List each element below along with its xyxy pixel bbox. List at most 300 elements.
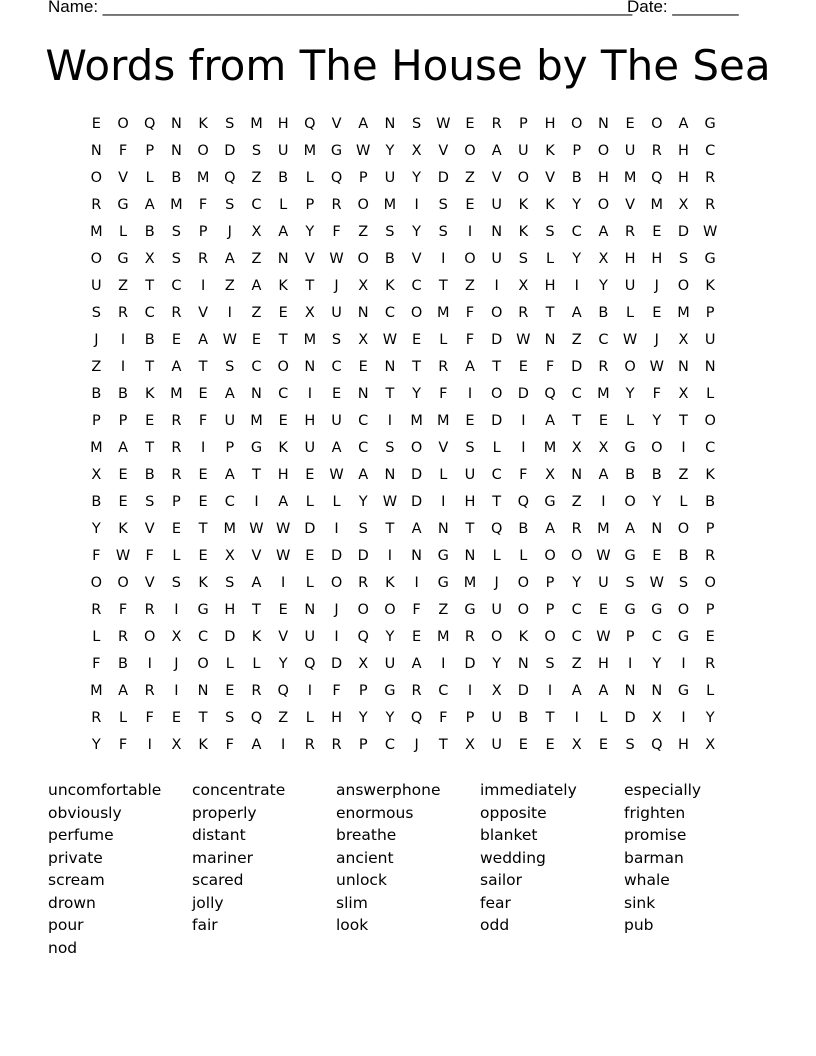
grid-cell[interactable]: E xyxy=(198,548,208,564)
grid-cell[interactable]: S xyxy=(145,494,155,510)
grid-cell[interactable]: L xyxy=(252,656,261,672)
grid-cell[interactable]: X xyxy=(705,737,716,753)
grid-cell[interactable]: X xyxy=(411,143,422,159)
grid-cell[interactable]: K xyxy=(144,386,155,402)
grid-cell[interactable]: I xyxy=(627,656,633,672)
grid-cell[interactable]: E xyxy=(171,521,181,537)
grid-cell[interactable]: F xyxy=(439,710,448,726)
grid-cell[interactable]: E xyxy=(331,386,342,402)
grid-cell[interactable]: E xyxy=(198,494,208,510)
grid-cell[interactable]: O xyxy=(624,359,636,375)
grid-cell[interactable]: C xyxy=(705,440,716,456)
grid-cell[interactable]: N xyxy=(197,683,209,699)
grid-cell[interactable]: X xyxy=(171,629,182,645)
grid-cell[interactable]: Y xyxy=(385,143,395,159)
grid-cell[interactable]: U xyxy=(464,467,476,483)
grid-cell[interactable]: R xyxy=(198,251,209,267)
grid-cell[interactable]: N xyxy=(384,359,396,375)
grid-cell[interactable]: O xyxy=(704,413,716,429)
grid-cell[interactable]: T xyxy=(305,278,315,294)
grid-cell[interactable]: M xyxy=(543,440,557,456)
grid-cell[interactable]: S xyxy=(171,251,182,267)
grid-cell[interactable]: J xyxy=(94,332,99,348)
grid-cell[interactable]: Y xyxy=(412,386,422,402)
grid-cell[interactable]: O xyxy=(357,197,369,213)
grid-cell[interactable]: O xyxy=(117,575,129,591)
grid-cell[interactable]: I xyxy=(147,737,152,753)
grid-cell[interactable]: O xyxy=(490,305,503,321)
grid-cell[interactable]: Q xyxy=(330,170,343,186)
grid-cell[interactable]: B xyxy=(518,710,529,726)
grid-cell[interactable]: T xyxy=(385,521,395,537)
grid-cell[interactable]: U xyxy=(704,332,716,348)
grid-cell[interactable]: O xyxy=(144,629,156,645)
grid-cell[interactable]: W xyxy=(622,332,638,348)
grid-cell[interactable]: C xyxy=(358,413,369,429)
grid-cell[interactable]: H xyxy=(678,737,689,753)
grid-cell[interactable]: M xyxy=(410,413,423,429)
grid-cell[interactable]: C xyxy=(598,332,609,348)
grid-cell[interactable]: M xyxy=(437,413,450,429)
grid-cell[interactable]: O xyxy=(490,629,503,645)
grid-cell[interactable]: G xyxy=(704,116,716,132)
grid-cell[interactable]: V xyxy=(625,197,636,213)
grid-cell[interactable]: C xyxy=(411,278,422,294)
grid-cell[interactable]: F xyxy=(332,224,341,240)
grid-cell[interactable]: A xyxy=(598,224,609,240)
grid-cell[interactable]: B xyxy=(705,494,716,510)
grid-cell[interactable]: H xyxy=(651,251,663,267)
grid-cell[interactable]: I xyxy=(254,494,259,510)
grid-cell[interactable]: X xyxy=(465,737,475,753)
grid-cell[interactable]: A xyxy=(224,251,235,267)
grid-cell[interactable]: K xyxy=(518,197,529,213)
grid-cell[interactable]: U xyxy=(491,197,502,213)
grid-cell[interactable]: N xyxy=(357,386,369,402)
grid-cell[interactable]: E xyxy=(465,413,475,429)
grid-cell[interactable]: E xyxy=(91,116,101,132)
grid-cell[interactable]: T xyxy=(252,602,261,618)
grid-cell[interactable]: P xyxy=(225,440,235,456)
grid-cell[interactable]: L xyxy=(706,683,715,699)
grid-cell[interactable]: Y xyxy=(91,521,101,537)
grid-cell[interactable]: C xyxy=(384,737,395,753)
grid-cell[interactable]: I xyxy=(281,737,286,753)
grid-cell[interactable]: K xyxy=(278,440,288,456)
grid-cell[interactable]: J xyxy=(414,737,419,753)
grid-cell[interactable]: X xyxy=(651,710,662,726)
grid-cell[interactable]: E xyxy=(598,602,608,618)
grid-cell[interactable]: H xyxy=(331,710,342,726)
grid-cell[interactable]: G xyxy=(330,143,343,159)
grid-cell[interactable]: M xyxy=(170,197,183,213)
grid-cell[interactable]: A xyxy=(198,332,209,348)
grid-cell[interactable]: M xyxy=(597,521,610,537)
grid-cell[interactable]: O xyxy=(517,602,530,618)
grid-cell[interactable]: X xyxy=(491,683,502,699)
grid-cell[interactable]: R xyxy=(117,305,129,321)
grid-cell[interactable]: E xyxy=(198,467,208,483)
grid-cell[interactable]: P xyxy=(358,683,368,699)
grid-cell[interactable]: Z xyxy=(91,359,102,375)
grid-cell[interactable]: F xyxy=(92,548,101,564)
grid-cell[interactable]: N xyxy=(651,683,663,699)
grid-cell[interactable]: E xyxy=(518,737,528,753)
grid-cell[interactable]: T xyxy=(198,710,208,726)
grid-cell[interactable]: N xyxy=(170,116,182,132)
grid-cell[interactable]: I xyxy=(147,656,152,672)
grid-cell[interactable]: L xyxy=(225,656,234,672)
grid-cell[interactable]: E xyxy=(225,683,235,699)
grid-cell[interactable]: X xyxy=(678,197,689,213)
grid-cell[interactable]: K xyxy=(385,575,395,591)
grid-cell[interactable]: G xyxy=(197,602,209,618)
grid-cell[interactable]: S xyxy=(385,440,395,456)
grid-cell[interactable]: X xyxy=(251,224,262,240)
grid-cell[interactable]: O xyxy=(410,440,423,456)
grid-cell[interactable]: G xyxy=(437,548,449,564)
name-field[interactable]: Name: ________________________________________________________ xyxy=(48,0,633,16)
grid-cell[interactable]: H xyxy=(678,143,689,159)
grid-cell[interactable]: V xyxy=(438,143,449,159)
grid-cell[interactable]: D xyxy=(491,413,503,429)
grid-cell[interactable]: A xyxy=(278,224,289,240)
grid-cell[interactable]: S xyxy=(465,440,475,456)
grid-cell[interactable]: O xyxy=(117,116,129,132)
grid-cell[interactable]: R xyxy=(171,467,182,483)
grid-cell[interactable]: N xyxy=(384,467,396,483)
grid-cell[interactable]: W xyxy=(516,332,531,348)
grid-cell[interactable]: W xyxy=(596,548,611,564)
grid-cell[interactable]: E xyxy=(278,602,288,618)
grid-cell[interactable]: E xyxy=(652,224,662,240)
grid-cell[interactable]: R xyxy=(144,683,155,699)
grid-cell[interactable]: U xyxy=(624,278,636,294)
grid-cell[interactable]: N xyxy=(651,521,663,537)
grid-cell[interactable]: E xyxy=(412,629,422,645)
grid-cell[interactable]: I xyxy=(467,683,473,699)
grid-cell[interactable]: C xyxy=(358,440,369,456)
grid-cell[interactable]: U xyxy=(491,251,502,267)
grid-cell[interactable]: D xyxy=(517,683,529,699)
grid-cell[interactable]: P xyxy=(572,143,582,159)
grid-cell[interactable]: A xyxy=(491,143,502,159)
grid-cell[interactable]: O xyxy=(517,575,530,591)
grid-cell[interactable]: I xyxy=(334,629,339,645)
grid-cell[interactable]: P xyxy=(518,116,528,132)
grid-cell[interactable]: K xyxy=(518,629,529,645)
grid-cell[interactable]: I xyxy=(307,683,312,699)
grid-cell[interactable]: L xyxy=(626,413,635,429)
grid-cell[interactable]: O xyxy=(677,521,690,537)
grid-cell[interactable]: R xyxy=(464,629,475,645)
grid-cell[interactable]: T xyxy=(545,305,555,321)
grid-cell[interactable]: W xyxy=(275,548,291,564)
grid-cell[interactable]: Q xyxy=(651,737,663,753)
grid-cell[interactable]: G xyxy=(704,251,716,267)
grid-cell[interactable]: H xyxy=(678,170,689,186)
grid-cell[interactable]: O xyxy=(544,548,556,564)
grid-cell[interactable]: Z xyxy=(251,251,262,267)
grid-cell[interactable]: V xyxy=(491,170,502,186)
grid-cell[interactable]: C xyxy=(224,494,235,510)
grid-cell[interactable]: U xyxy=(304,440,316,456)
grid-cell[interactable]: Z xyxy=(571,332,582,348)
grid-cell[interactable]: M xyxy=(90,440,103,456)
grid-cell[interactable]: W xyxy=(436,116,451,132)
grid-cell[interactable]: H xyxy=(277,467,289,483)
grid-cell[interactable]: V xyxy=(198,305,209,321)
grid-cell[interactable]: M xyxy=(303,332,317,348)
grid-cell[interactable]: L xyxy=(305,710,314,726)
grid-cell[interactable]: P xyxy=(465,710,475,726)
grid-cell[interactable]: R xyxy=(171,413,182,429)
grid-cell[interactable]: Q xyxy=(144,116,156,132)
grid-cell[interactable]: O xyxy=(651,116,663,132)
grid-cell[interactable]: M xyxy=(437,629,450,645)
grid-cell[interactable]: E xyxy=(545,737,555,753)
grid-cell[interactable]: G xyxy=(677,683,690,699)
grid-cell[interactable]: P xyxy=(172,494,181,510)
grid-cell[interactable]: V xyxy=(411,251,422,267)
grid-cell[interactable]: S xyxy=(545,656,555,672)
grid-cell[interactable]: F xyxy=(145,710,154,726)
grid-cell[interactable]: S xyxy=(518,251,528,267)
grid-cell[interactable]: C xyxy=(251,359,262,375)
grid-cell[interactable]: I xyxy=(467,224,473,240)
grid-cell[interactable]: V xyxy=(545,170,555,186)
grid-cell[interactable]: B xyxy=(171,170,182,186)
grid-cell[interactable]: R xyxy=(651,143,662,159)
grid-cell[interactable]: L xyxy=(492,548,501,564)
grid-cell[interactable]: K xyxy=(705,278,715,294)
grid-cell[interactable]: E xyxy=(171,710,181,726)
grid-cell[interactable]: N xyxy=(384,116,396,132)
grid-cell[interactable]: I xyxy=(414,575,419,591)
grid-cell[interactable]: U xyxy=(91,278,102,294)
grid-cell[interactable]: R xyxy=(331,737,342,753)
grid-cell[interactable]: O xyxy=(197,656,209,672)
grid-cell[interactable]: T xyxy=(465,521,475,537)
grid-cell[interactable]: X xyxy=(171,737,182,753)
grid-cell[interactable]: M xyxy=(90,683,103,699)
grid-cell[interactable]: R xyxy=(171,305,182,321)
grid-cell[interactable]: U xyxy=(491,710,502,726)
grid-cell[interactable]: D xyxy=(491,332,503,348)
grid-cell[interactable]: I xyxy=(681,440,686,456)
grid-cell[interactable]: L xyxy=(305,494,314,510)
grid-cell[interactable]: T xyxy=(145,440,155,456)
grid-cell[interactable]: X xyxy=(678,332,689,348)
grid-cell[interactable]: P xyxy=(91,413,101,429)
grid-cell[interactable]: O xyxy=(571,548,583,564)
grid-cell[interactable]: E xyxy=(412,332,422,348)
grid-cell[interactable]: S xyxy=(385,224,395,240)
grid-cell[interactable]: J xyxy=(654,278,659,294)
grid-cell[interactable]: P xyxy=(358,737,368,753)
grid-cell[interactable]: Q xyxy=(250,710,263,726)
grid-cell[interactable]: K xyxy=(251,629,262,645)
grid-cell[interactable]: O xyxy=(90,251,103,267)
grid-cell[interactable]: T xyxy=(198,359,208,375)
grid-cell[interactable]: L xyxy=(706,386,715,402)
grid-cell[interactable]: N xyxy=(491,224,503,240)
grid-cell[interactable]: L xyxy=(626,305,635,321)
grid-cell[interactable]: I xyxy=(441,656,446,672)
grid-cell[interactable]: R xyxy=(91,197,102,213)
grid-cell[interactable]: W xyxy=(649,359,664,375)
grid-cell[interactable]: M xyxy=(650,197,664,213)
grid-cell[interactable]: B xyxy=(571,170,582,186)
grid-cell[interactable]: N xyxy=(571,467,583,483)
grid-cell[interactable]: A xyxy=(411,521,422,537)
grid-cell[interactable]: I xyxy=(387,548,393,564)
grid-cell[interactable]: G xyxy=(624,440,636,456)
grid-cell[interactable]: C xyxy=(491,467,502,483)
grid-cell[interactable]: T xyxy=(412,359,422,375)
grid-cell[interactable]: P xyxy=(305,197,315,213)
grid-cell[interactable]: F xyxy=(92,656,101,672)
grid-cell[interactable]: F xyxy=(225,737,234,753)
grid-cell[interactable]: A xyxy=(625,521,636,537)
grid-cell[interactable]: I xyxy=(681,710,686,726)
grid-cell[interactable]: P xyxy=(705,521,715,537)
grid-cell[interactable]: S xyxy=(678,251,689,267)
grid-cell[interactable]: I xyxy=(174,683,179,699)
grid-cell[interactable]: O xyxy=(464,143,476,159)
grid-cell[interactable]: Q xyxy=(544,386,556,402)
grid-cell[interactable]: R xyxy=(251,683,262,699)
grid-cell[interactable]: U xyxy=(384,170,396,186)
grid-cell[interactable]: W xyxy=(115,548,131,564)
grid-cell[interactable]: A xyxy=(118,440,128,456)
grid-cell[interactable]: Q xyxy=(410,710,423,726)
grid-cell[interactable]: W xyxy=(702,224,718,240)
grid-cell[interactable]: P xyxy=(545,602,555,618)
grid-cell[interactable]: J xyxy=(334,278,339,294)
grid-cell[interactable]: O xyxy=(490,386,503,402)
grid-cell[interactable]: B xyxy=(91,494,102,510)
grid-cell[interactable]: P xyxy=(705,305,715,321)
grid-cell[interactable]: I xyxy=(521,440,526,456)
grid-cell[interactable]: W xyxy=(329,467,344,483)
grid-cell[interactable]: B xyxy=(678,548,689,564)
grid-cell[interactable]: R xyxy=(518,305,529,321)
grid-cell[interactable]: K xyxy=(278,278,288,294)
grid-cell[interactable]: R xyxy=(705,170,716,186)
grid-cell[interactable]: O xyxy=(90,575,103,591)
grid-cell[interactable]: A xyxy=(545,521,555,537)
grid-cell[interactable]: F xyxy=(198,197,208,213)
grid-cell[interactable]: T xyxy=(572,413,582,429)
grid-cell[interactable]: R xyxy=(171,440,182,456)
grid-cell[interactable]: E xyxy=(198,386,208,402)
grid-cell[interactable]: S xyxy=(171,575,182,591)
grid-cell[interactable]: Y xyxy=(385,710,395,726)
grid-cell[interactable]: F xyxy=(465,305,475,321)
grid-cell[interactable]: F xyxy=(198,413,208,429)
grid-cell[interactable]: R xyxy=(625,224,636,240)
grid-cell[interactable]: U xyxy=(384,656,396,672)
grid-cell[interactable]: I xyxy=(174,602,179,618)
grid-cell[interactable]: D xyxy=(437,170,449,186)
grid-cell[interactable]: G xyxy=(464,602,476,618)
grid-cell[interactable]: E xyxy=(465,197,475,213)
grid-cell[interactable]: G xyxy=(624,602,636,618)
grid-cell[interactable]: H xyxy=(597,170,609,186)
grid-cell[interactable]: D xyxy=(624,710,636,726)
grid-cell[interactable]: B xyxy=(625,467,636,483)
grid-cell[interactable]: N xyxy=(357,305,369,321)
grid-cell[interactable]: C xyxy=(384,305,395,321)
grid-cell[interactable]: R xyxy=(438,359,449,375)
grid-cell[interactable]: E xyxy=(278,305,288,321)
grid-cell[interactable]: B xyxy=(598,305,609,321)
grid-cell[interactable]: H xyxy=(277,116,289,132)
grid-cell[interactable]: D xyxy=(571,359,583,375)
grid-cell[interactable]: B xyxy=(118,656,128,672)
grid-cell[interactable]: A xyxy=(545,413,555,429)
grid-cell[interactable]: O xyxy=(677,602,690,618)
grid-cell[interactable]: O xyxy=(410,305,423,321)
grid-cell[interactable]: E xyxy=(251,332,262,348)
grid-cell[interactable]: J xyxy=(227,224,232,240)
grid-cell[interactable]: E xyxy=(305,548,315,564)
grid-cell[interactable]: I xyxy=(681,656,686,672)
grid-cell[interactable]: X xyxy=(545,467,555,483)
grid-cell[interactable]: F xyxy=(519,467,528,483)
grid-cell[interactable]: X xyxy=(598,251,609,267)
grid-cell[interactable]: L xyxy=(519,548,528,564)
grid-cell[interactable]: W xyxy=(275,521,291,537)
grid-cell[interactable]: Y xyxy=(492,656,502,672)
grid-cell[interactable]: O xyxy=(330,575,343,591)
grid-cell[interactable]: O xyxy=(597,197,610,213)
grid-cell[interactable]: O xyxy=(704,575,716,591)
grid-cell[interactable]: M xyxy=(437,305,450,321)
grid-cell[interactable]: U xyxy=(491,602,502,618)
grid-cell[interactable]: Y xyxy=(412,170,422,186)
grid-cell[interactable]: M xyxy=(250,413,263,429)
grid-cell[interactable]: M xyxy=(170,386,183,402)
grid-cell[interactable]: M xyxy=(677,305,690,321)
grid-cell[interactable]: X xyxy=(518,278,529,294)
grid-cell[interactable]: Y xyxy=(598,278,608,294)
grid-cell[interactable]: O xyxy=(90,170,103,186)
grid-cell[interactable]: J xyxy=(654,332,659,348)
grid-cell[interactable]: I xyxy=(441,494,446,510)
grid-cell[interactable]: H xyxy=(304,413,316,429)
grid-cell[interactable]: U xyxy=(277,143,289,159)
grid-cell[interactable]: F xyxy=(118,737,128,753)
grid-cell[interactable]: I xyxy=(227,305,232,321)
grid-cell[interactable]: Y xyxy=(652,656,662,672)
grid-cell[interactable]: T xyxy=(492,359,502,375)
grid-cell[interactable]: C xyxy=(651,629,662,645)
grid-cell[interactable]: M xyxy=(597,386,610,402)
grid-cell[interactable]: V xyxy=(144,521,155,537)
grid-cell[interactable]: P xyxy=(358,170,368,186)
grid-cell[interactable]: W xyxy=(329,251,344,267)
grid-cell[interactable]: K xyxy=(198,575,208,591)
grid-cell[interactable]: K xyxy=(198,737,208,753)
grid-cell[interactable]: P xyxy=(118,413,128,429)
grid-cell[interactable]: E xyxy=(652,305,662,321)
grid-cell[interactable]: A xyxy=(224,386,235,402)
grid-cell[interactable]: N xyxy=(678,359,689,375)
grid-cell[interactable]: Y xyxy=(412,224,422,240)
grid-cell[interactable]: Z xyxy=(278,710,289,726)
